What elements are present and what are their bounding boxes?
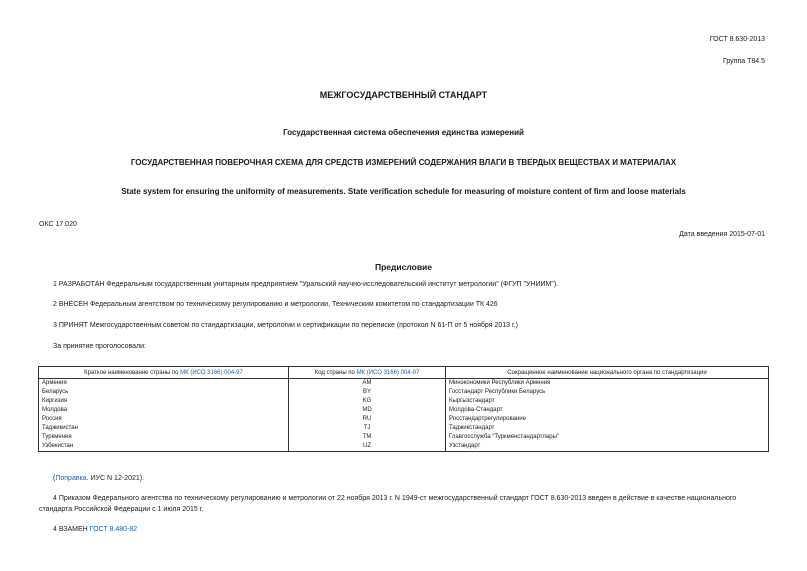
preface-item-2: 2 ВНЕСЕН Федеральным агентством по техническому регулированию и метрологии, Техническим комитетом по стандартизации ТК 426	[53, 301, 498, 308]
table-row	[39, 415, 769, 424]
country-cell: Беларусь	[39, 388, 289, 397]
interstate-standard-title: МЕЖГОСУДАРСТВЕННЫЙ СТАНДАРТ	[319, 90, 488, 100]
standards-body-cell: Росстандартрегулирование	[446, 415, 769, 424]
code-cell: UZ	[289, 442, 446, 452]
amendment-open-paren: (	[53, 475, 56, 482]
column-header-body: Сокращенное наименование национального органа по стандартизации	[446, 367, 769, 379]
code-cell: MD	[289, 406, 446, 415]
replaces-prefix: 4 ВЗАМЕН	[53, 526, 90, 533]
table-row	[39, 433, 769, 442]
standards-body-cell: Госстандарт Республики Беларусь	[446, 388, 769, 397]
table-row	[39, 397, 769, 406]
standards-body-cell: Минэкономики Республики Армения	[446, 379, 769, 389]
code-cell: KG	[289, 397, 446, 406]
main-title: ГОСУДАРСТВЕННАЯ ПОВЕРОЧНАЯ СХЕМА ДЛЯ СРЕДСТВ ИЗМЕРЕНИЙ СОДЕРЖАНИЯ ВЛАГИ В ТВЕРДЫХ ВЕЩЕСТВАХ И МАТЕРИАЛАХ	[130, 158, 677, 167]
country-cell: Молдова	[39, 406, 289, 415]
table-row	[39, 424, 769, 433]
preface-heading: Предисловие	[374, 262, 433, 272]
standards-body-cell: Кыргызстандарт	[446, 397, 769, 406]
table-row	[39, 388, 769, 397]
code-cell: RU	[289, 415, 446, 424]
country-cell: Таджикистан	[39, 424, 289, 433]
column-header-country-text: Краткое наименование страны по	[84, 369, 181, 376]
mk-iso-link[interactable]: МК (ИСО 3166) 004-97	[180, 369, 243, 376]
table-row	[39, 406, 769, 415]
standards-body-cell: Главгосслужба "Туркменстандартлары"	[446, 433, 769, 442]
voted-label: За принятие проголосовали:	[53, 343, 146, 350]
column-header-code-text: Код страны по	[314, 369, 357, 376]
english-title: State system for ensuring the uniformity of measurements. State verification schedule for measuring of moisture content of firm and loose materials	[121, 187, 686, 196]
preface-item-1: 1 РАЗРАБОТАН Федеральным государственным унитарным предприятием "Уральский научно-исследовательский институт метрологии" (ФГУП "УНИИМ").	[53, 281, 559, 288]
column-header-country	[39, 367, 289, 379]
amendment-link[interactable]: Поправка	[55, 475, 87, 482]
standards-body-cell: Таджикстандарт	[446, 424, 769, 433]
country-cell: Армения	[39, 379, 289, 389]
code-cell: AM	[289, 379, 446, 389]
replaced-standard-link[interactable]: ГОСТ 8.480-82	[89, 526, 138, 533]
standards-body-cell: Узстандарт	[446, 442, 769, 452]
country-cell: Узбекистан	[39, 442, 289, 452]
country-cell: Киргизия	[39, 397, 289, 406]
table-row	[39, 442, 769, 452]
document-number: ГОСТ 8.630-2013	[709, 36, 765, 43]
replaces-paragraph	[53, 526, 137, 533]
table-row	[39, 379, 769, 389]
code-cell: BY	[289, 388, 446, 397]
amendment-rest: . ИУС N 12-2021).	[86, 475, 145, 482]
order-paragraph-line-2: стандарта Российской Федерации с 1 июля 2015 г.	[39, 506, 204, 513]
table-header-row	[39, 367, 769, 379]
preface-item-3: 3 ПРИНЯТ Межгосударственным советом по стандартизации, метрологии и сертификации по переписке (протокол N 61-П от 5 ноября 2013 г.)	[53, 322, 518, 329]
code-cell: TJ	[289, 424, 446, 433]
introduction-date: Дата введения 2015-07-01	[679, 231, 765, 238]
system-title: Государственная система обеспечения единства измерений	[283, 128, 524, 137]
mk-iso-link[interactable]: МК (ИСО 3166) 004-97	[356, 369, 420, 376]
column-header-code	[289, 367, 446, 379]
amendment-note	[53, 475, 144, 482]
standards-body-cell: Молдова-Стандарт	[446, 406, 769, 415]
code-cell: TM	[289, 433, 446, 442]
order-paragraph-line-1: 4 Приказом Федерального агентства по техническому регулированию и метрологии от 22 ноября 2013 г. N 1949-ст межгосударственный стандарт ГОСТ 8.630-2013 введен в действие в качестве национального	[53, 495, 737, 502]
group-label: Группа Т84.5	[722, 58, 765, 65]
countries-table	[38, 366, 769, 452]
oks-code: ОКС 17.020	[39, 221, 77, 228]
country-cell: Россия	[39, 415, 289, 424]
country-cell: Туркмения	[39, 433, 289, 442]
